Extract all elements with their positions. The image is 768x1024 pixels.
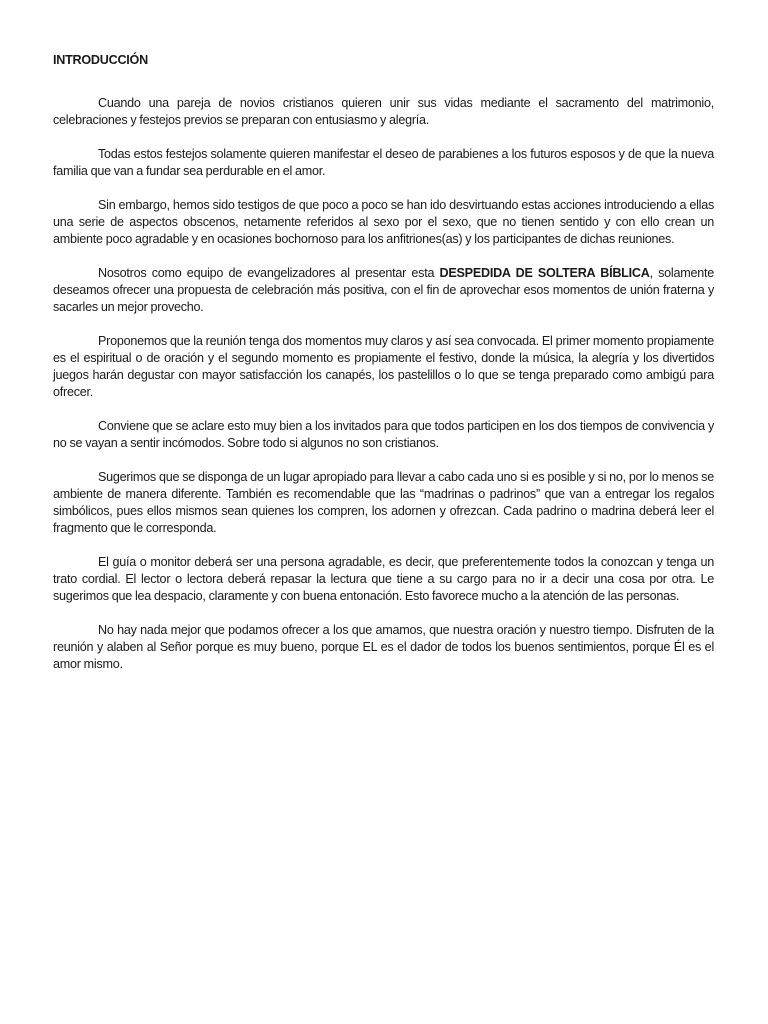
paragraph-3: Sin embargo, hemos sido testigos de que poco a poco se han ido desvirtuando estas acciones introduciendo a ellas una serie de aspectos obscenos, netamente referidos al sexo por el sexo, que no tienen sentido y con ello crean un ambiente poco agradable y en ocasiones bochornoso para los anfitriones(as) y los participantes de dichas reuniones.: [53, 198, 714, 246]
paragraph-4: [53, 265, 714, 316]
paragraph-4-before: Nosotros como equipo de evangelizadores al presentar esta: [98, 266, 440, 280]
paragraph-7: Sugerimos que se disponga de un lugar apropiado para llevar a cabo cada uno si es posible y si no, por lo menos se ambiente de manera diferente. También es recomendable que las “madrinas o padrinos” que van a entregar los regalos simbólicos, pues ellos mismos sean quienes los compren, los adornen y ofrezcan. Cada padrino o madrina deberá leer el fragmento que le corresponda.: [53, 470, 714, 535]
paragraph-1: Cuando una pareja de novios cristianos quieren unir sus vidas mediante el sacramento del matrimonio, celebraciones y festejos previos se preparan con entusiasmo y alegría.: [53, 96, 714, 127]
paragraph-4-after: , solamente deseamos ofrecer una propuesta de celebración más positiva, con el fin de aprovechar esos momentos de unión fraterna y sacarles un mejor provecho.: [53, 266, 714, 314]
document-title: INTRODUCCIÓN: [53, 53, 148, 67]
paragraph-5: Proponemos que la reunión tenga dos momentos muy claros y así sea convocada. El primer momento propiamente es el espiritual o de oración y el segundo momento es propiamente el festivo, donde la música, la alegría y los divertidos juegos harán degustar con mayor satisfacción los canapés, los pastelillos o lo que se tenga preparado como ambigú para ofrecer.: [53, 334, 714, 399]
paragraph-2: Todas estos festejos solamente quieren manifestar el deseo de parabienes a los futuros esposos y de que la nueva familia que van a fundar sea perdurable en el amor.: [53, 147, 714, 178]
paragraph-4-emphasis: DESPEDIDA DE SOLTERA BÍBLICA: [439, 266, 650, 280]
paragraph-8: El guía o monitor deberá ser una persona agradable, es decir, que preferentemente todos la conozcan y tenga un trato cordial. El lector o lectora deberá repasar la lectura que tiene a su cargo para no ir a decir una cosa por otra. Le sugerimos que lea despacio, claramente y con buena entonación. Esto favorece mucho a la atención de las personas.: [53, 555, 714, 603]
paragraph-6: Conviene que se aclare esto muy bien a los invitados para que todos participen en los dos tiempos de convivencia y no se vayan a sentir incómodos. Sobre todo si algunos no son cristianos.: [53, 419, 714, 450]
paragraph-9: No hay nada mejor que podamos ofrecer a los que amamos, que nuestra oración y nuestro tiempo. Disfruten de la reunión y alaben al Señor porque es muy bueno, porque EL es el dador de todos los buenos sentimientos, porque Él es el amor mismo.: [53, 623, 714, 671]
document-page: [53, 52, 714, 690]
